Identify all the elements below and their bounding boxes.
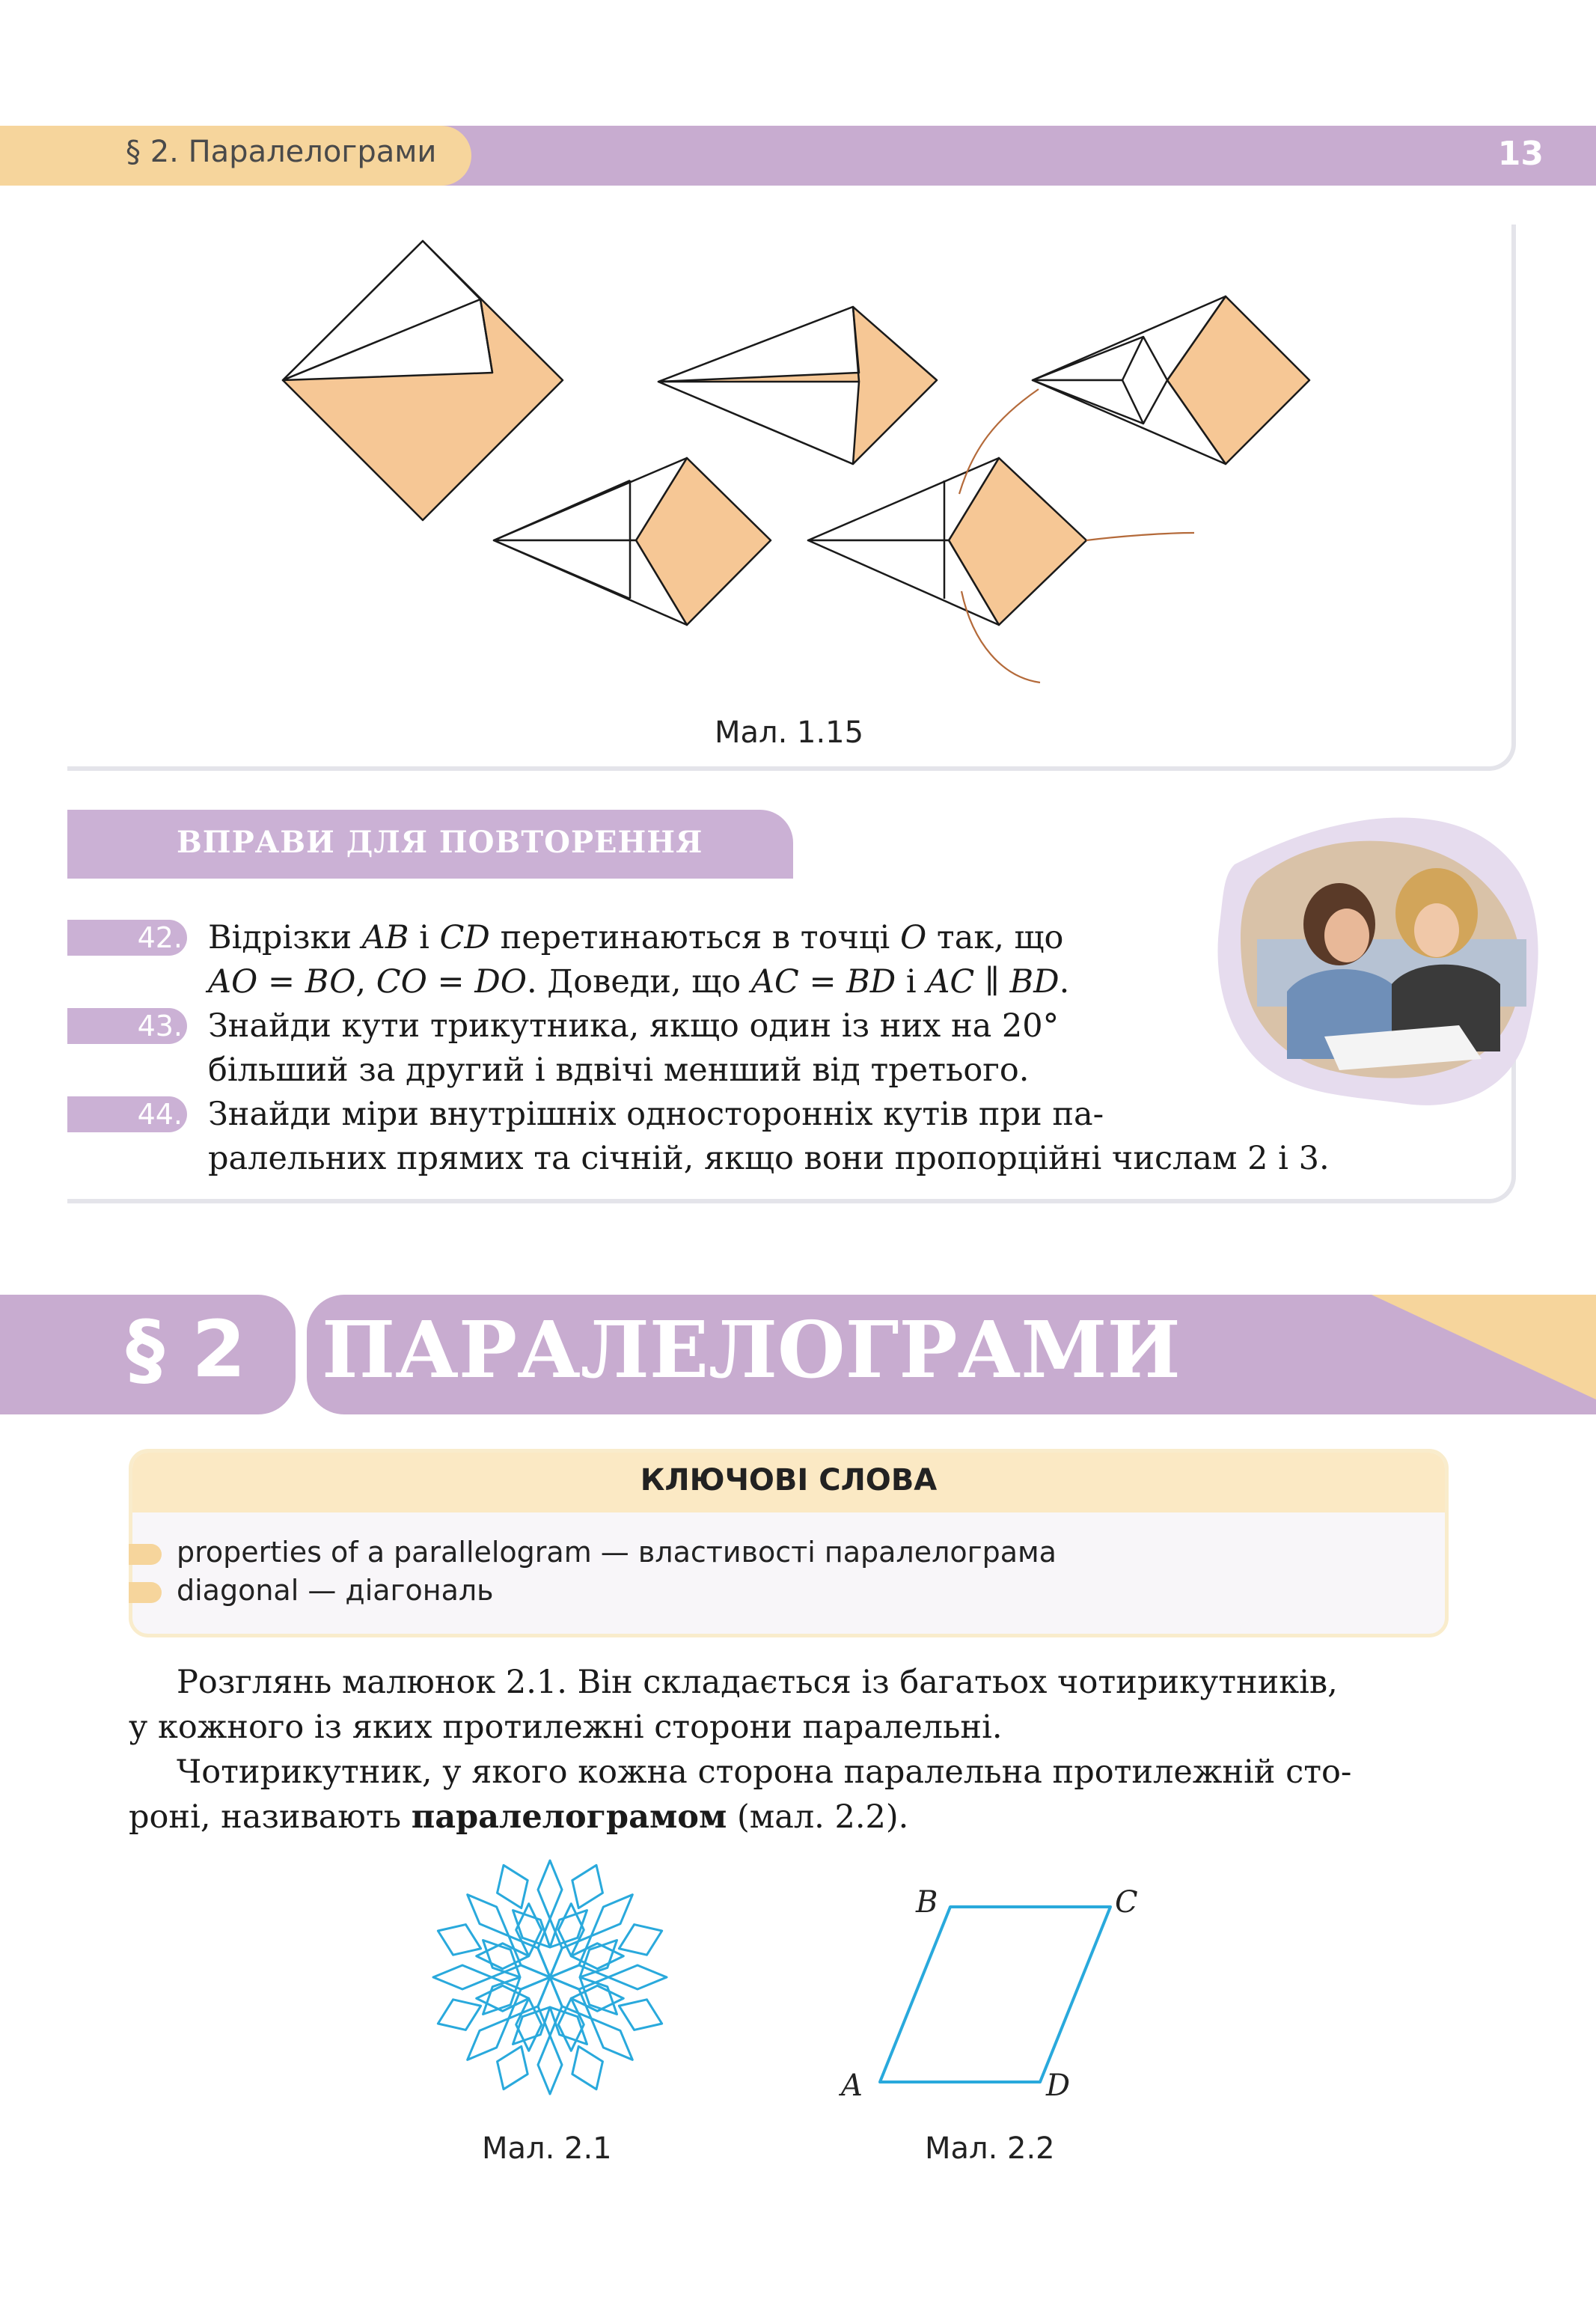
paragraph-line [129,1795,1449,1840]
origami-folding-figure [269,225,1362,703]
keyword-marker [129,1582,162,1603]
ornament-rhombus [433,1965,492,1989]
ornament-rhombus [580,1977,617,2014]
ornament-rhombus [468,2018,509,2060]
paragraph-line: Розглянь малюнок 2.1. Він складається із багатьох чотирикутників, [177,1664,1338,1701]
ornament-rhombus [572,1865,603,1908]
figure-caption: Мал. 2.1 [482,2131,612,2166]
ornament-rhombus [513,1911,550,1947]
exercise-text-line: Знайди міри внутрішніх односторонніх кутів при па- [208,1096,1104,1133]
ornament-rhombus [498,1865,528,1908]
exercise-number: 42. [67,920,187,956]
exercises-heading: ВПРАВИ ДЛЯ ПОВТОРЕННЯ [177,825,703,860]
ornament-rhombus [572,2046,603,2089]
keyword-item: diagonal — діагональ [177,1574,494,1607]
ornament-rhombus [513,2007,550,2044]
ornament-rhombus [619,1925,661,1956]
section-title: ПАРАЛЕЛОГРАМИ [322,1304,1181,1396]
exercise-text-line: ралельних прямих та січній, якщо вони пропорційні числам 2 і 3. [208,1140,1330,1177]
paragraph-line: у кожного із яких протилежні сторони паралельні. [129,1709,1003,1746]
keyword-marker [129,1544,162,1565]
figure-caption: Мал. 2.2 [925,2131,1055,2166]
vertex-label-d: D [1046,2069,1071,2103]
term-bold: паралелограмом [411,1798,727,1836]
text-run: роні, називають [129,1798,412,1836]
ornament-rhombus [538,2036,562,2094]
paragraph-line: Чотирикутник, у якого кожна сторона паралельна протилежній сто- [177,1753,1352,1791]
ornament-rhombus [550,1911,587,1947]
ornament-rhombus [619,2000,661,2030]
ornament-rhombus [438,1925,480,1956]
ornament-rhombus [591,1895,632,1936]
ornament-rhombus [438,2000,480,2030]
students-photo [1212,812,1549,1111]
ornament-rhombus [580,1941,617,1977]
vertex-label-b: B [916,1885,938,1920]
ornament-rhombus [498,2046,528,2089]
page-number: 13 [1497,135,1544,173]
exercise-text-line: більший за другий і вдвічі менший від третього. [208,1051,1030,1089]
exercise-text-line: AO = BO, CO = DO. Доведи, що AC = BD і AC ∥ BD. [208,963,1070,1001]
exercise-text-line: Знайди кути трикутника, якщо один із них на 20° [208,1007,1060,1045]
keyword-item: properties of a parallelogram — властивості паралелограма [177,1536,1057,1569]
ornament-rhombus [538,1860,562,1919]
vertex-label-a: A [841,2069,863,2103]
section-number: § 2 [126,1304,246,1395]
exercise-text-line: Відрізки AB і CD перетинаються в точці O так, що [208,919,1064,956]
corner-accent [1372,1295,1596,1414]
ornament-rhombus [591,2018,632,2060]
ornament-rhombus [468,1895,509,1936]
vertex-label-c: C [1115,1885,1138,1920]
parallelogram-figure [831,1871,1160,2110]
ornament-rhombus [550,2007,587,2044]
text-run: (мал. 2.2). [727,1798,909,1836]
running-header-title: § 2. Паралелограми [126,135,437,169]
keywords-heading: КЛЮЧОВІ СЛОВА [640,1463,938,1498]
ornament-rhombus [483,1977,520,2014]
exercise-number: 43. [67,1008,187,1044]
figure-caption: Мал. 1.15 [715,715,864,750]
ornament-rhombus [608,1965,667,1989]
exercise-number: 44. [67,1096,187,1132]
ornament-rhombus [483,1941,520,1977]
rhombus-ornament-figure [423,1850,677,2104]
